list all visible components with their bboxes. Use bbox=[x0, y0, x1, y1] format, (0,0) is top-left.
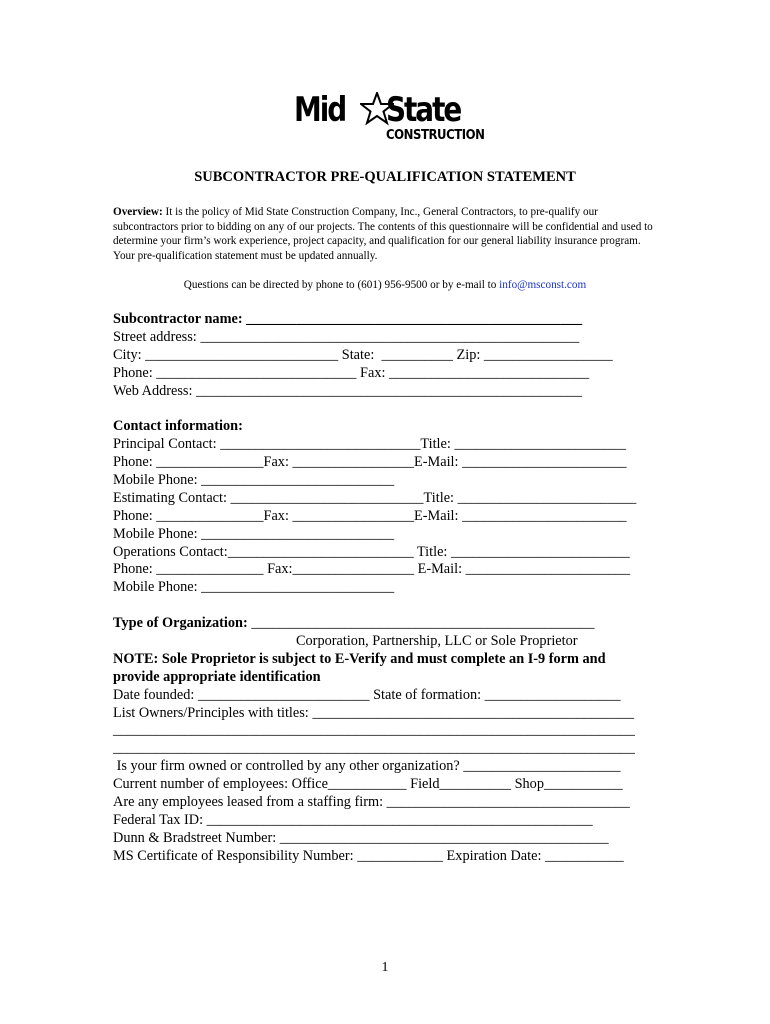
overview-text: It is the policy of Mid State Construction Company, Inc., General Contractors, to pre-qualify our subcontractors prior to bidding on any of our projects. The contents of this questionnaire will be confidential and used to determine your firm’s work experience, project capacity, and qualification for our general liability insurance program. Your pre-qualification statement must be updated annually. bbox=[113, 206, 653, 262]
email-link[interactable]: info@msconst.com bbox=[499, 279, 587, 291]
company-logo bbox=[294, 90, 485, 152]
city-state-zip-field[interactable]: City: ___________________________ State: __________ Zip: __________________ bbox=[113, 346, 613, 363]
owners-principles-field[interactable]: List Owners/Principles with titles: _____________________________________________ bbox=[113, 704, 635, 721]
operations-mobile-field[interactable]: Mobile Phone: ___________________________ bbox=[113, 579, 395, 596]
contact-information-heading: Contact information: bbox=[113, 418, 243, 435]
leased-employees-field[interactable]: Are any employees leased from a staffing firm: __________________________________ bbox=[113, 794, 630, 811]
page-number: 1 bbox=[381, 960, 389, 975]
employees-count-field[interactable]: Current number of employees: Office___________ Field__________ Shop___________ bbox=[113, 776, 623, 793]
principal-phone-field[interactable]: Phone: _______________Fax: _________________E-Mail: _______________________ bbox=[113, 454, 627, 471]
owners-blank-line-2[interactable]: _________________________________________________________________________ bbox=[113, 740, 635, 757]
owned-controlled-field[interactable]: Is your firm owned or controlled by any other organization? ______________________ bbox=[113, 758, 621, 775]
questions-text: Questions can be directed by phone to (601) 956-9500 or by e-mail to bbox=[183, 279, 500, 291]
organization-type-label: Type of Organization: bbox=[113, 615, 248, 632]
subcontractor-name-field[interactable] bbox=[113, 311, 673, 329]
note-line-2: provide appropriate identification bbox=[113, 668, 321, 685]
estimating-contact-field[interactable]: Estimating Contact: ___________________________Title: _________________________ bbox=[113, 489, 637, 506]
date-founded-field[interactable]: Date founded: ________________________ State of formation: ___________________ bbox=[113, 686, 621, 703]
subcontractor-name-label: Subcontractor name: _______________________________________________ bbox=[113, 311, 583, 327]
operations-contact-field[interactable]: Operations Contact:__________________________ Title: _________________________ bbox=[113, 543, 630, 560]
overview-label: Overview: bbox=[113, 206, 163, 218]
dunn-bradstreet-field[interactable]: Dunn & Bradstreet Number: ______________________________________________ bbox=[113, 829, 609, 846]
principal-mobile-field[interactable]: Mobile Phone: ___________________________ bbox=[113, 472, 395, 489]
logo-state: State bbox=[386, 90, 461, 130]
federal-tax-id-field[interactable]: Federal Tax ID: ______________________________________________________ bbox=[113, 811, 593, 828]
prequalification-form bbox=[113, 311, 673, 866]
organization-options: Corporation, Partnership, LLC or Sole Proprietor bbox=[296, 633, 578, 650]
questions-line bbox=[0, 279, 770, 291]
principal-contact-field[interactable]: Principal Contact: ____________________________Title: ________________________ bbox=[113, 436, 626, 453]
page-title: SUBCONTRACTOR PRE-QUALIFICATION STATEMENT bbox=[194, 169, 576, 185]
ms-certificate-field[interactable]: MS Certificate of Responsibility Number: ____________ Expiration Date: ___________ bbox=[113, 847, 624, 864]
estimating-phone-field[interactable]: Phone: _______________Fax: _________________E-Mail: _______________________ bbox=[113, 507, 627, 524]
operations-phone-field[interactable]: Phone: _______________ Fax:_________________ E-Mail: _______________________ bbox=[113, 561, 631, 578]
organization-type-field[interactable] bbox=[113, 615, 673, 633]
overview-paragraph bbox=[113, 205, 658, 263]
logo-mid: Mid bbox=[294, 90, 346, 130]
logo-construction: CONSTRUCTION bbox=[386, 128, 485, 143]
organization-type-blank: ________________________________________________ bbox=[247, 615, 595, 632]
note-line-1: NOTE: Sole Proprietor is subject to E-Verify and must complete an I-9 form and bbox=[113, 650, 606, 667]
street-address-field[interactable]: Street address: _____________________________________________________ bbox=[113, 328, 580, 345]
web-address-field[interactable]: Web Address: ______________________________________________________ bbox=[113, 382, 583, 399]
owners-blank-line-1[interactable]: _________________________________________________________________________ bbox=[113, 722, 635, 739]
estimating-mobile-field[interactable]: Mobile Phone: ___________________________ bbox=[113, 525, 395, 542]
phone-fax-field[interactable]: Phone: ____________________________ Fax: ____________________________ bbox=[113, 364, 590, 381]
